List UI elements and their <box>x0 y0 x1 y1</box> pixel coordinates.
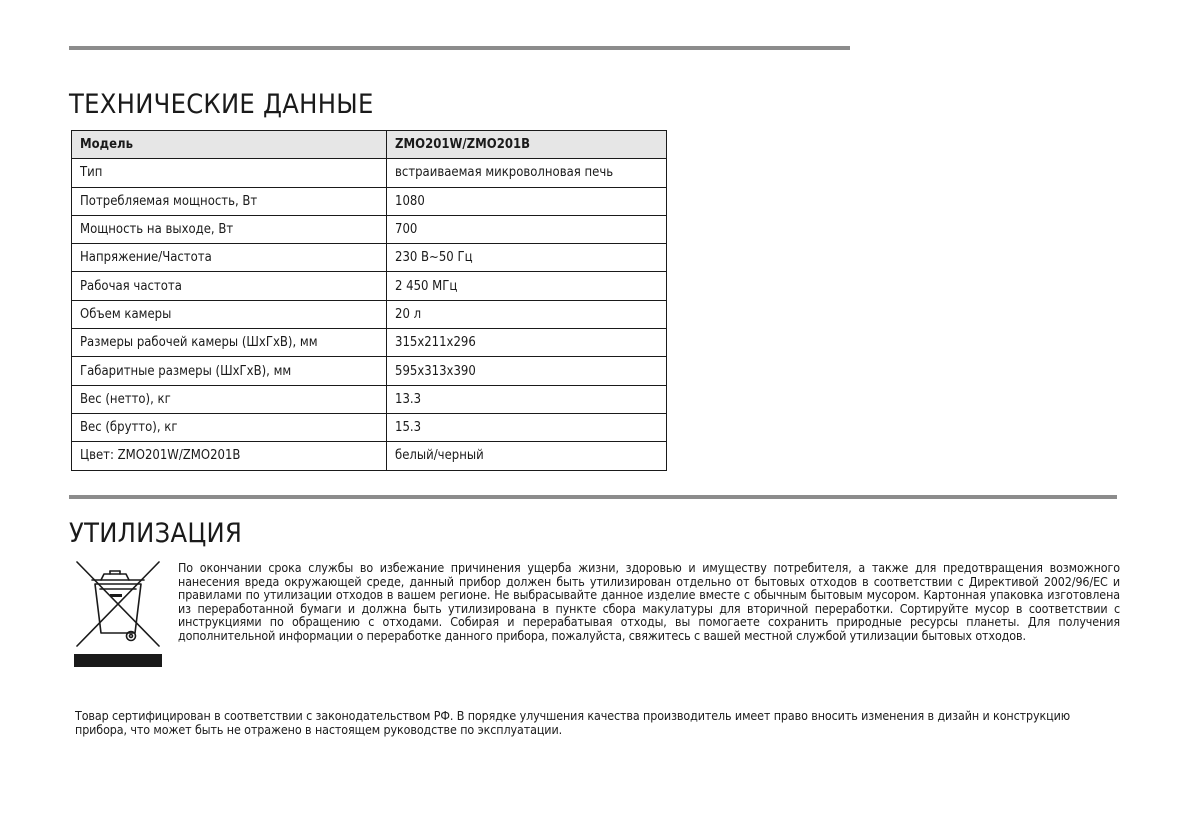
specs-row-label: Габаритные размеры (ШхГхВ), мм <box>72 357 387 385</box>
specs-row-label: Вес (нетто), кг <box>72 385 387 413</box>
section-divider <box>69 495 1117 499</box>
specs-header-label: Модель <box>72 131 387 159</box>
specs-row-label: Цвет: ZMO201W/ZMO201B <box>72 442 387 470</box>
specs-row <box>72 244 667 272</box>
disposal-title: УТИЛИЗАЦИЯ <box>69 518 243 549</box>
specs-row-value: 230 В~50 Гц <box>387 244 667 272</box>
specs-header-row <box>72 131 667 159</box>
specs-row-value: 315x211x296 <box>387 329 667 357</box>
specs-row <box>72 272 667 300</box>
specs-row-label: Напряжение/Частота <box>72 244 387 272</box>
specs-row <box>72 413 667 441</box>
specs-row <box>72 159 667 187</box>
specs-row-value: 13.3 <box>387 385 667 413</box>
specs-row-label: Вес (брутто), кг <box>72 413 387 441</box>
specs-row <box>72 442 667 470</box>
specs-table <box>71 130 667 471</box>
specs-title: ТЕХНИЧЕСКИЕ ДАННЫЕ <box>69 89 374 120</box>
specs-row-value: 700 <box>387 215 667 243</box>
disposal-text: По окончании срока службы во избежание причинения ущерба жизни, здоровью и имуществу потребителя, а также для предотвращения возможного нанесения вреда окружающей среде, данный прибор должен быть утилизирован отдельно от бытовых отходов в соответствии с Директивой 2002/96/ЕС и правилами по утилизации отходов в вашем регионе. Не выбрасывайте данное изделие вместе с обычным бытовым мусором. Картонная упаковка изготовлена из переработанной бумаги и должна быть утилизирована в пункте сбора макулатуры для вторичной переработки. Сортируйте мусор в соответствии с инструкциями по обращению с отходами. Собирая и перерабатывая отходы, вы помогаете сохранить природные ресурсы планеты. Для получения дополнительной информации о переработке данного прибора, пожалуйста, свяжитесь с вашей местной службой утилизации бытовых отходов. <box>178 560 1120 643</box>
specs-row-value: встраиваемая микроволновая печь <box>387 159 667 187</box>
specs-row-label: Мощность на выходе, Вт <box>72 215 387 243</box>
specs-row-label: Объем камеры <box>72 300 387 328</box>
specs-row-label: Потребляемая мощность, Вт <box>72 187 387 215</box>
specs-row <box>72 329 667 357</box>
specs-row-value: белый/черный <box>387 442 667 470</box>
specs-row-label: Размеры рабочей камеры (ШхГхВ), мм <box>72 329 387 357</box>
specs-row-value: 1080 <box>387 187 667 215</box>
specs-row <box>72 357 667 385</box>
specs-row <box>72 215 667 243</box>
specs-row-value: 20 л <box>387 300 667 328</box>
specs-row <box>72 300 667 328</box>
crossed-out-wheelie-bin-icon <box>74 560 162 668</box>
specs-header-value: ZMO201W/ZMO201B <box>387 131 667 159</box>
certification-text: Товар сертифицирован в соответствии с законодательством РФ. В порядке улучшения качества производитель имеет право вносить изменения в дизайн и конструкцию прибора, что может быть не отражено в настоящем руководстве по эксплуатации. <box>75 708 1071 737</box>
specs-row-value: 2 450 МГц <box>387 272 667 300</box>
specs-row <box>72 187 667 215</box>
specs-row-label: Рабочая частота <box>72 272 387 300</box>
specs-row <box>72 385 667 413</box>
top-divider <box>69 46 850 50</box>
specs-row-value: 15.3 <box>387 413 667 441</box>
specs-row-label: Тип <box>72 159 387 187</box>
specs-row-value: 595x313x390 <box>387 357 667 385</box>
